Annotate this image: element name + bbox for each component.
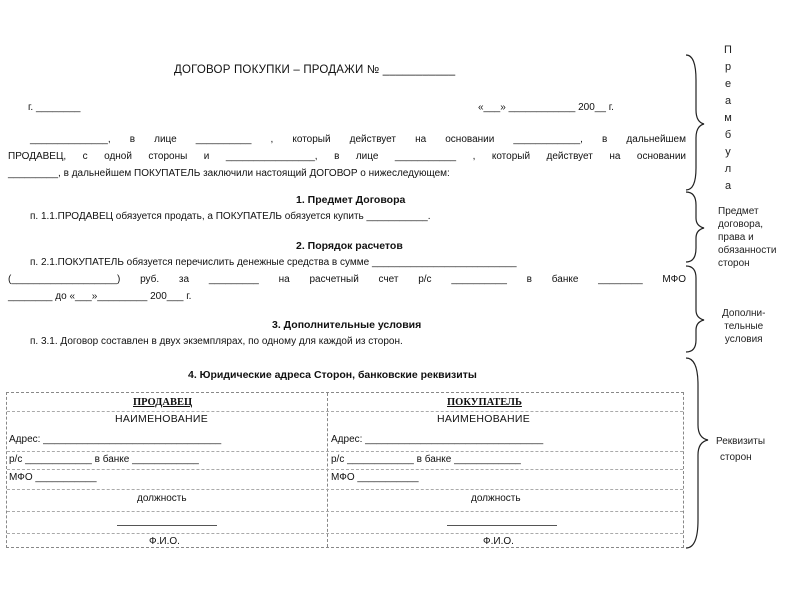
section-2-line-2: (___________________) руб. за _________ на расчетный счет р/с __________ в банке ________ МФО [8,274,686,285]
preamble-letter: р [724,61,732,73]
date-field: «___» ____________ 200__ г. [478,102,614,113]
preamble-line-1: ______________, в лице __________ , который действует на основании ____________, в дальнейшем [30,134,686,145]
seller-address: Адрес: ________________________________ [9,434,222,445]
preamble-letter: е [724,78,732,90]
buyer-mfo: МФО ___________ [331,472,419,483]
preamble-letter: л [724,163,732,175]
preamble-letter: м [724,112,732,124]
buyer-fio: Ф.И.О. [483,536,514,547]
preamble-line-2: ПРОДАВЕЦ, с одной стороны и ________________, в лице ___________ , который действует на основании [8,151,686,162]
section-4-heading: 4. Юридические адреса Сторон, банковские реквизиты [188,369,477,381]
annotation-line: Реквизиты [716,436,766,447]
table-row-divider [7,469,683,470]
annotation-line: обязанности [718,245,777,256]
buyer-title: ПОКУПАТЕЛЬ [447,397,522,408]
preamble-brace-icon [686,55,704,190]
annotation-line: тельные [724,321,764,332]
buyer-name: НАИМЕНОВАНИЕ [437,413,531,425]
additional-annotation [722,307,765,346]
seller-signature-line [117,525,217,526]
preamble-letter: а [724,180,732,192]
requisites-brace-icon [686,358,708,548]
preamble-letter: П [724,44,732,56]
annotation-line: условия [724,334,763,345]
seller-position: должность [137,493,187,504]
subject-annotation [718,205,776,270]
annotation-line: сторон [718,258,750,269]
preamble-letter: б [724,129,732,141]
requisites-table [6,392,684,548]
annotation-line: Дополни- [722,308,766,319]
seller-account: р/с ____________ в банке ____________ [9,454,199,465]
preamble-line-3: _________, в дальнейшем ПОКУПАТЕЛЬ заключили настоящий ДОГОВОР о нижеследующем: [8,168,450,179]
buyer-address: Адрес: ________________________________ [331,434,544,445]
table-row-divider [7,533,683,534]
section-3-text: п. 3.1. Договор составлен в двух экземплярах, по одному для каждой из сторон. [30,336,403,347]
annotation-line: права и [718,232,754,243]
table-column-divider [327,393,328,547]
table-row-divider [7,451,683,452]
city-field: г. ________ [28,102,81,113]
seller-fio: Ф.И.О. [149,536,180,547]
preamble-letter: у [725,146,731,158]
table-row-divider [7,489,683,490]
contract-title: ДОГОВОР ПОКУПКИ – ПРОДАЖИ № ___________ [174,64,456,76]
seller-mfo: МФО ___________ [9,472,97,483]
seller-name: НАИМЕНОВАНИЕ [115,413,209,425]
table-row-divider [7,511,683,512]
section-2-heading: 2. Порядок расчетов [296,240,403,252]
annotation-line: договора, [718,219,764,230]
requisites-annotation [716,434,765,466]
section-1-text: п. 1.1.ПРОДАВЕЦ обязуется продать, а ПОКУПАТЕЛЬ обязуется купить ___________. [30,211,431,222]
preamble-letter: а [724,95,732,107]
section-2-line-1: п. 2.1.ПОКУПАТЕЛЬ обязуется перечислить денежные средства в сумме __________________________ [30,257,517,268]
section-1-heading: 1. Предмет Договора [296,194,406,206]
annotation-line: сторон [720,452,752,463]
buyer-signature-line [447,525,557,526]
buyer-account: р/с ____________ в банке ____________ [331,454,521,465]
brace-annotations [684,40,714,600]
additional-brace-icon [686,266,704,352]
section-3-heading: 3. Дополнительные условия [272,319,422,331]
subject-brace-icon [686,192,704,262]
section-2-line-3: ________ до «___»_________ 200___ г. [8,291,192,302]
table-row-divider [7,411,683,412]
seller-title: ПРОДАВЕЦ [133,397,193,408]
annotation-line: Предмет [718,206,759,217]
buyer-position: должность [471,493,521,504]
